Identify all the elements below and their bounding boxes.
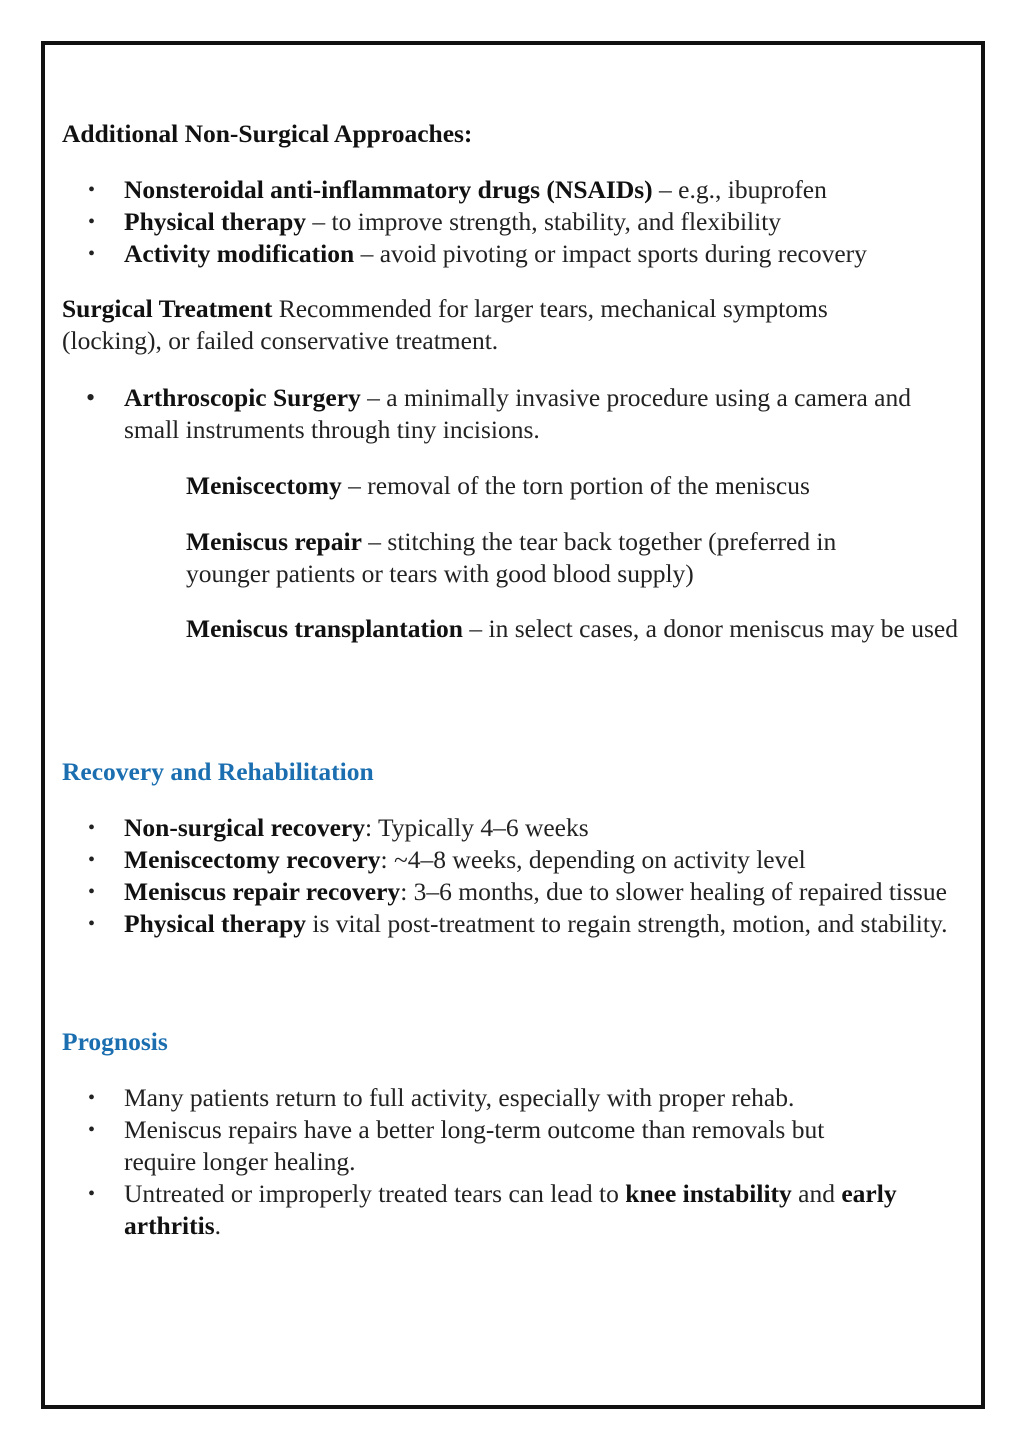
list-item: • Meniscus repair recovery: 3–6 months, due to slower healing of repaired tissue [88, 877, 947, 906]
bullet-icon: • [88, 1183, 96, 1205]
meniscectomy-option: Meniscectomy – removal of the torn portion of the meniscus [186, 471, 810, 500]
prognosis-heading: Prognosis [62, 1027, 168, 1056]
prognosis-list [62, 1082, 897, 1242]
bullet-icon: • [88, 211, 96, 233]
list-item: • Activity modification – avoid pivoting or impact sports during recovery [88, 239, 867, 268]
bullet-icon: • [88, 1087, 96, 1109]
bullet-icon: • [88, 179, 96, 201]
non-surgical-list [62, 174, 967, 270]
list-item: • Physical therapy is vital post-treatment to regain strength, motion, and stability. [88, 909, 948, 938]
list-item: • Many patients return to full activity, especially with proper rehab. [88, 1083, 795, 1112]
list-item: • Nonsteroidal anti-inflammatory drugs (NSAIDs) – e.g., ibuprofen [88, 175, 827, 204]
recovery-heading: Recovery and Rehabilitation [62, 757, 374, 786]
bullet-icon: • [86, 383, 96, 412]
list-item: • Untreated or improperly treated tears can lead to knee instability and early arthritis. [88, 1179, 897, 1240]
surgical-treatment-paragraph: Surgical Treatment Recommended for larger tears, mechanical symptoms (locking), or failed conservative treatment. [62, 294, 828, 355]
bullet-icon: • [88, 881, 96, 903]
list-item: • Meniscus repairs have a better long-term outcome than removals but require longer healing. [88, 1115, 825, 1176]
bullet-icon: • [88, 243, 96, 265]
recovery-list [62, 812, 952, 940]
non-surgical-heading: Additional Non-Surgical Approaches: [62, 119, 473, 148]
list-item: • Non-surgical recovery: Typically 4–6 weeks [88, 813, 589, 842]
list-item: • Meniscectomy recovery: ~4–8 weeks, depending on activity level [88, 845, 806, 874]
bullet-icon: • [88, 1119, 96, 1141]
list-item: • Physical therapy – to improve strength, stability, and flexibility [88, 207, 782, 236]
bullet-icon: • [88, 913, 96, 935]
bullet-icon: • [88, 817, 96, 839]
arthroscopic-list [62, 382, 942, 446]
meniscus-transplantation-option: Meniscus transplantation – in select cases, a donor meniscus may be used [186, 614, 958, 643]
meniscus-repair-option: Meniscus repair – stitching the tear back together (preferred in younger patients or tears with good blood supply) [186, 527, 837, 588]
list-item: • Arthroscopic Surgery – a minimally invasive procedure using a camera and small instruments through tiny incisions. [86, 383, 911, 444]
surgical-heading: Surgical Treatment [62, 294, 273, 323]
bullet-icon: • [88, 849, 96, 871]
